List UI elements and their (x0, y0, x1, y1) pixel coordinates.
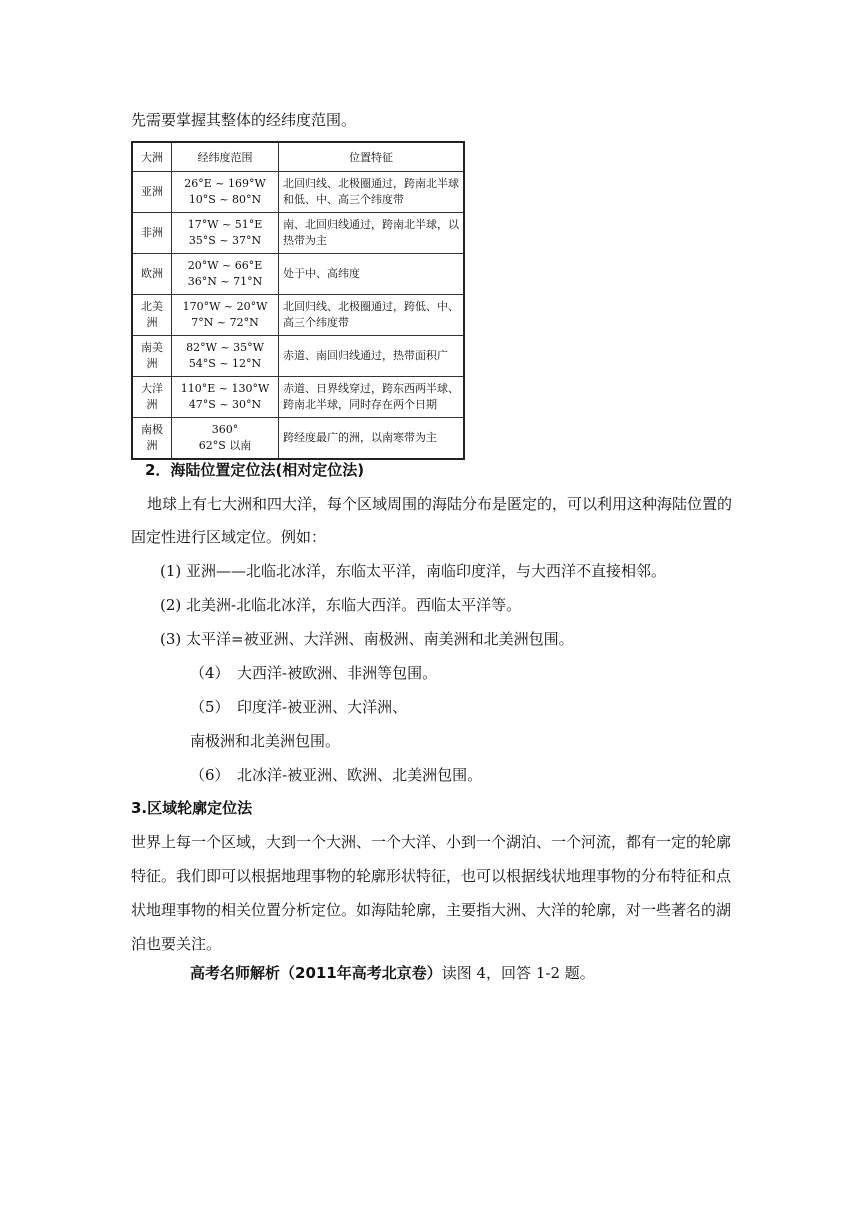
continent-cell: 大洋洲 (132, 377, 172, 418)
section2-para-line1: 地球上有七大洲和四大洋，每个区域周围的海陆分布是匿定的，可以利用这种海陆位置的 (147, 495, 733, 513)
range-cell: 26°E ~ 169°W 10°S ~ 80°N (172, 172, 279, 213)
range-cell: 360° 62°S 以南 (172, 418, 279, 460)
table-row (132, 418, 464, 460)
exam-source: 高考名师解析（2011年高考北京卷） (190, 964, 442, 982)
list-item: 南极洲和北美洲包围。 (190, 732, 341, 750)
feature-cell: 南、北回归线通过，跨南北半球，以热带为主 (279, 213, 465, 254)
exam-line (190, 963, 595, 983)
continent-cell: 欧洲 (132, 254, 172, 295)
header-continent: 大洲 (132, 142, 172, 172)
section3-heading: 3.区域轮廓定位法 (131, 799, 253, 817)
intro-text: 先需要掌握其整体的经纬度范围。 (131, 111, 357, 129)
header-feature: 位置特征 (279, 142, 465, 172)
feature-cell: 赤道、日界线穿过，跨东西两半球、跨南北半球，同时存在两个日期 (279, 377, 465, 418)
table-row (132, 213, 464, 254)
continent-table (131, 141, 465, 460)
table-row (132, 254, 464, 295)
range-cell: 170°W ~ 20°W 7°N ~ 72°N (172, 295, 279, 336)
range-cell: 17°W ~ 51°E 35°S ~ 37°N (172, 213, 279, 254)
list-item: （4） 大西洋-被欧洲、非洲等包围。 (190, 664, 438, 682)
list-item: (3) 太平洋=被亚洲、大洋洲、南极洲、南美洲和北美洲包围。 (160, 630, 574, 648)
list-item: (2) 北美洲-北临北冰洋，东临大西洋。西临太平洋等。 (160, 596, 522, 614)
list-item: （5） 印度洋-被亚洲、大洋洲、 (190, 698, 408, 716)
list-item: （6） 北冰洋-被亚洲、欧洲、北美洲包围。 (190, 766, 483, 784)
table-row (132, 172, 464, 213)
feature-cell: 赤道、南回归线通过，热带面积广 (279, 336, 465, 377)
continent-cell: 北美洲 (132, 295, 172, 336)
range-cell: 82°W ~ 35°W 54°S ~ 12°N (172, 336, 279, 377)
continent-cell: 亚洲 (132, 172, 172, 213)
section2-para-line2: 固定性进行区域定位。例如： (131, 528, 327, 546)
header-range: 经纬度范围 (172, 142, 279, 172)
range-cell: 20°W ~ 66°E 36°N ~ 71°N (172, 254, 279, 295)
list-item: (1) 亚洲——北临北冰洋，东临太平洋，南临印度洋，与大西洋不直接相邻。 (160, 562, 667, 580)
section2-heading: 2．海陆位置定位法(相对定位法) (145, 461, 365, 479)
continent-cell: 南美洲 (132, 336, 172, 377)
section3-line: 特征。我们即可以根据地理事物的轮廓形状特征，也可以根据线状地理事物的分布特征和点 (131, 867, 732, 885)
section3-line: 世界上每一个区域，大到一个大洲、一个大洋、小到一个湖泊、一个河流，都有一定的轮廓 (131, 833, 732, 851)
range-cell: 110°E ~ 130°W 47°S ~ 30°N (172, 377, 279, 418)
feature-cell: 处于中、高纬度 (279, 254, 465, 295)
section3-line: 状地理事物的相关位置分析定位。如海陆轮廓，主要指大洲、大洋的轮廓，对一些著名的湖 (131, 901, 732, 919)
table-row (132, 377, 464, 418)
feature-cell: 跨经度最广的洲，以南寒带为主 (279, 418, 465, 460)
section3-line: 泊也要关注。 (131, 935, 222, 953)
exam-instruction: 读图 4，回答 1-2 题。 (441, 964, 595, 982)
feature-cell: 北回归线、北极圈通过，跨低、中、高三个纬度带 (279, 295, 465, 336)
continent-cell: 非洲 (132, 213, 172, 254)
table-row (132, 336, 464, 377)
continent-cell: 南极洲 (132, 418, 172, 460)
table-header-row (132, 142, 464, 172)
table-row (132, 295, 464, 336)
feature-cell: 北回归线、北极圈通过，跨南北半球和低、中、高三个纬度带 (279, 172, 465, 213)
